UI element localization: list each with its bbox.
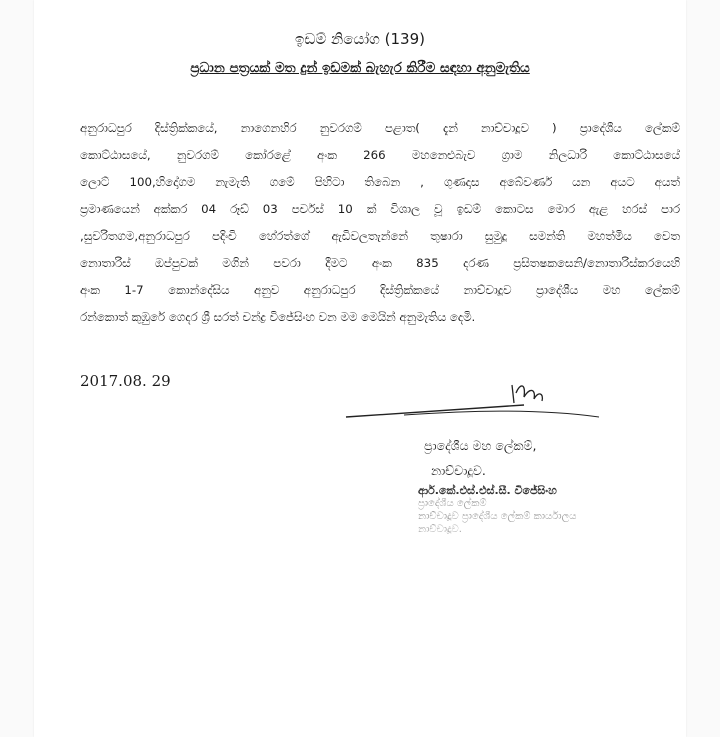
stamp-line: නාච්චාදූව. [418, 524, 462, 535]
document-date: 2017.08. 29 [80, 372, 171, 390]
stamp-line: ප්‍රාදේශීය ලේකම් [418, 498, 487, 509]
body-line: රන්කොත් කුඹුරේ ගෙදර ශ්‍රී සරත් චන්ද්‍ර විජේසිංහ වන මම මෙයින් අනුමැතිය දෙමි. [80, 310, 476, 324]
body-line: ලොට් 100,හිදෝගම නැමැති ගමේ පිහිටා තිබෙන , ගුණදාස අබේවර්ණ යන අයට අයත් [80, 175, 680, 189]
document-subtitle-text: ප්‍රධාන පත්‍රයක් මත දුන් ඉඩමක් බැහැර කිරීම සඳහා අනුමැතිය [190, 60, 530, 76]
body-line: අංක 1-7 කොන්දේසිය අනුව අනුරාධපුර දිස්ත්‍රික්කයේ නාච්චාදූව ප්‍රාදේශීය මහ ලේකම් [80, 283, 680, 297]
left-margin [0, 0, 34, 737]
signatory-designation: ප්‍රාදේශීය මහ ලේකම්, [424, 438, 537, 453]
signatory-office: නාච්චාදූව. [431, 463, 486, 478]
body-line: ප්‍රමාණයෙන් අක්කර 04 රූඩ් 03 පර්චස් 10 ක් විශාල වූ ඉඩම් කොටස මොර ඇළ හරස් පාර [80, 202, 680, 216]
handwritten-signature [344, 375, 604, 445]
official-stamp [418, 484, 576, 536]
document-subtitle [34, 60, 686, 76]
right-margin [686, 0, 720, 737]
document-title: ඉඩම් නියෝග (139) [294, 30, 425, 48]
body-line: ,සුවරිතගම,අනුරාධපුර පදිංචි හේරත්ගේ ඇඩිවලතැන්නේ තුෂාරා සුමුදූ සමන්ති මහත්මිය වෙත [80, 229, 680, 243]
stamp-line: නාච්චාදූව ප්‍රාදේශීය ලේකම් කාර්යාලය [418, 511, 577, 522]
stamp-name: ආර්.කේ.එස්.එස්.සී. විජේසිංහ [418, 484, 557, 497]
body-line: නොතාරිස් ඔප්පුවක් මගින් පවරා දීමට අංක 835 දරණ ප්‍රසිතෂකසෙනි/නොතාරිස්කරයෙහි [80, 256, 680, 270]
document-body [80, 115, 680, 331]
body-line: කොට්ඨාසයේ, නුවරගම් කෝරළේ අංක 266 මහනෙළුබැව ග්‍රාම නිලධාරි කොට්ඨාසයේ [80, 148, 680, 162]
body-line: අනුරාධපුර දිස්ත්‍රික්කයේ, නාගෙනහිර නුවරගම් පළාත( දැන් නාච්චාදූව ) ප්‍රාදේශීය ලේකම් [80, 121, 680, 135]
document-page [34, 0, 686, 737]
